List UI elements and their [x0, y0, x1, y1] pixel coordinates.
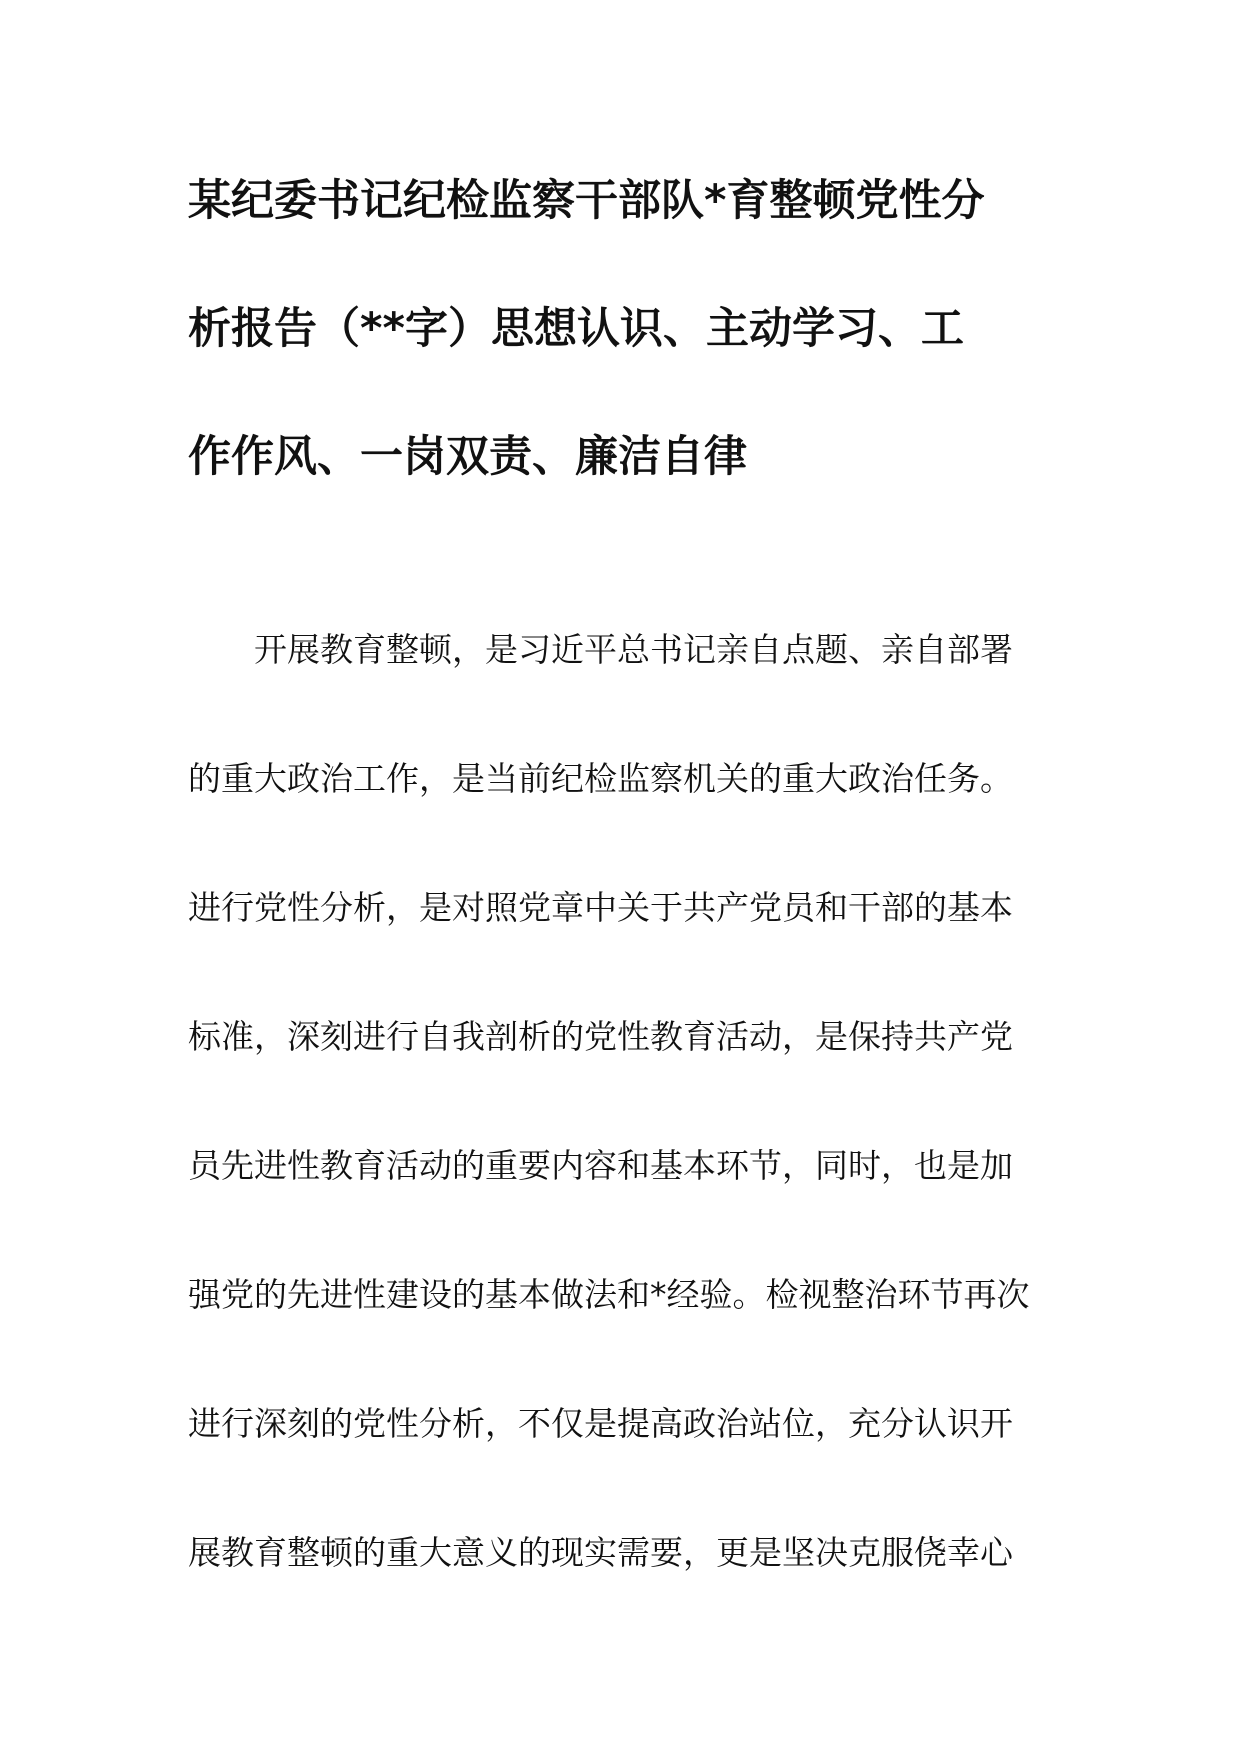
title-line: 作作风、一岗双责、廉洁自律 [188, 432, 747, 482]
body-line: 员先进性教育活动的重要内容和基本环节，同时，也是加 [188, 1146, 1013, 1185]
body-line: 开展教育整顿，是习近平总书记亲自点题、亲自部署 [254, 630, 1013, 669]
body-line: 的重大政治工作，是当前纪检监察机关的重大政治任务。 [188, 759, 1013, 798]
body-line: 进行党性分析，是对照党章中关于共产党员和干部的基本 [188, 888, 1013, 927]
title-line: 析报告（**字）思想认识、主动学习、工 [188, 304, 964, 354]
body-line: 展教育整顿的重大意义的现实需要，更是坚决克服侥幸心 [188, 1533, 1013, 1572]
body-line: 强党的先进性建设的基本做法和*经验。检视整治环节再次 [188, 1275, 1030, 1314]
body-line: 进行深刻的党性分析，不仅是提高政治站位，充分认识开 [188, 1404, 1013, 1443]
title-line: 某纪委书记纪检监察干部队*育整顿党性分 [188, 176, 985, 226]
document-title [188, 165, 1058, 549]
body-line: 标准，深刻进行自我剖析的党性教育活动，是保持共产党 [188, 1017, 1013, 1056]
body-paragraph [188, 622, 1068, 1654]
